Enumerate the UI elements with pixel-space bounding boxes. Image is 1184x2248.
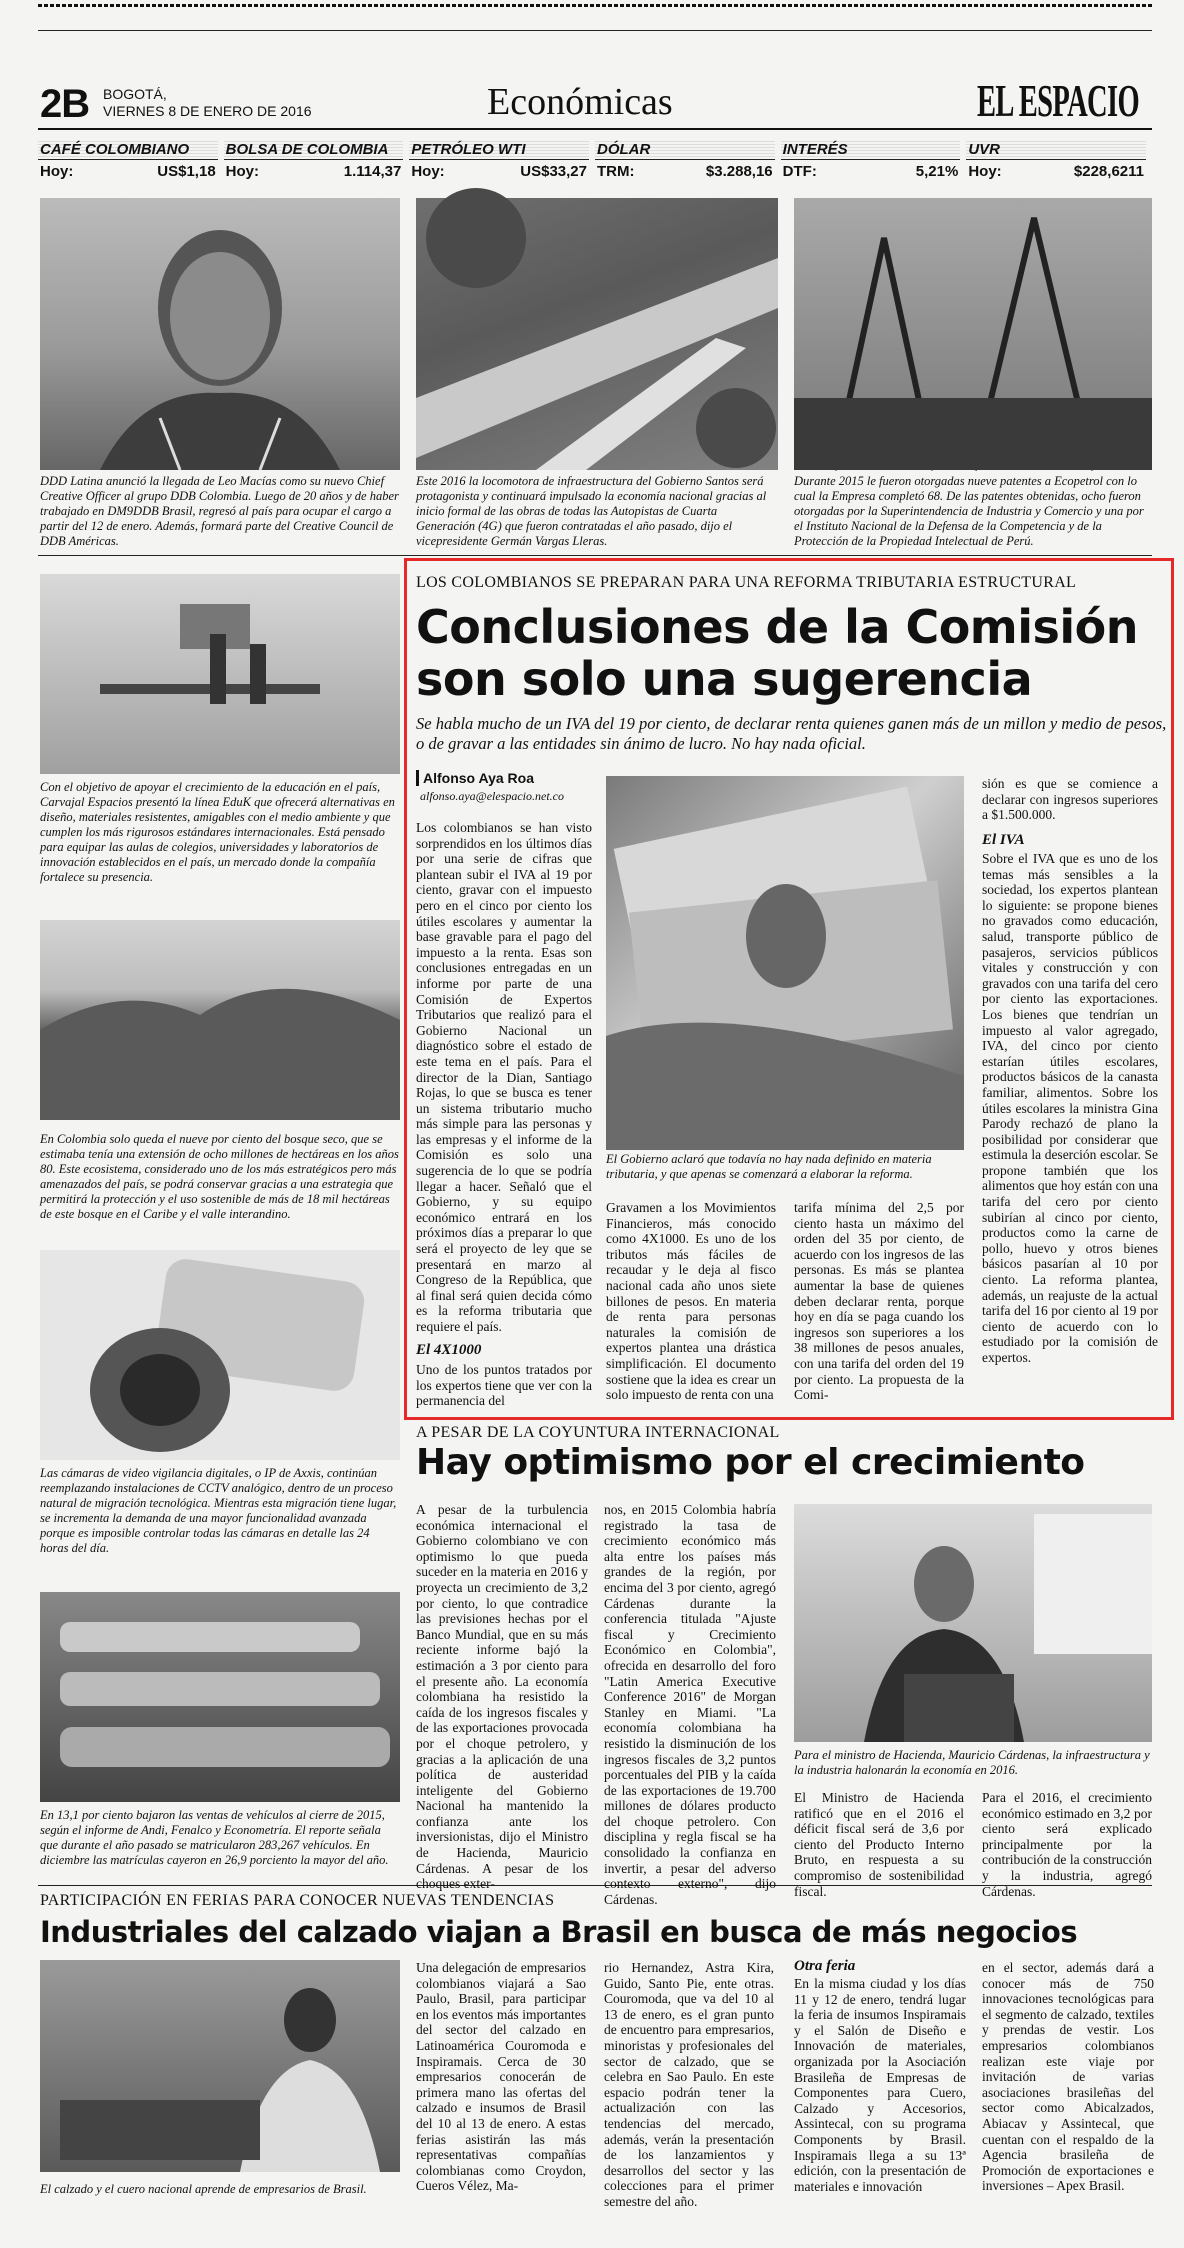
ticker-label: DTF: [782,163,817,180]
highway-image [416,198,778,470]
photo-forest [40,920,400,1120]
main-col2-text: Gravamen a los Movimientos Financieros, más conocido como 4X1000. Es uno de los tributos más fáciles de recaudar y le deja al fisco nacional cada año unos siete billones de pesos. En materia de renta para personas naturales la comisión de expertos plantea una drástica simplificación. El documento sostiene que la idea es crear un solo impuesto de renta con una [606,1200,776,1403]
story3-col3-text: En la misma ciudad y los días 11 y 12 de enero, tendrá lugar la feria de insumos Inspiramais y el Salón de Diseño e Innovación de materiales, organizada por la Asociación Brasileña de Empresas de Componentes para Cuero, Calzado y Accesorios, Assintecal, con su programa Components by Brasil. Inspiramais llega a su 13ª edición, con la presentación de materiales e innovación [794,1976,966,2194]
main-col1b [416,1362,592,1410]
story3-col3 [794,1976,966,2208]
shoe-factory-image [40,1960,400,2172]
caption-forest: En Colombia solo queda el nueve por ciento del bosque seco, que se estimaba tenía una extensión de ocho millones de hectáreas en los años 80. Este ecosistema, considerado uno de los más estratégicos pero más amenazados del país, se podrá conservar gracias a una estrategia que permitirá la protección y el uso sostenible de más de 18 mil hectáreas de este bosque en el Caribe y el valle interandino. [40,1132,399,1221]
story2-col1-text: A pesar de la turbulencia económica internacional el Gobierno colombiano ve con optimismo lo que pueda suceder en la materia en 2016 y proyecta un crecimiento de 3,2 por ciento, lo que contradice las previsiones hechas por el Banco Mundial, que en su más reciente informe bajó la estimación a 3 por ciento para el presente año. La economía colombiana ha resistido la caída de los ingresos fiscales y de las exportaciones provocada por el choque petrolero, y gracias a la aplicación de una política de austeridad inteligente del Gobierno Nacional ha mantenido la confianza ante los inversionistas, dijo el Ministro de Hacienda, Mauricio Cárdenas. A pesar de los choques exter- [416,1502,588,1892]
ticker-row [224,160,404,183]
main-col4a-text: sión es que se comience a declarar con ingresos superiores a $1.500.000. [982,776,1158,823]
minister-image [794,1504,1152,1742]
ticker-cell [224,140,404,190]
story2-col1 [416,1502,588,1892]
main-col4 [982,851,1158,1411]
main-headline: Conclusiones de la Comisión son solo una sugerencia [416,600,1139,706]
photo-cars [40,1592,400,1802]
masthead-city: BOGOTÁ, [103,86,167,102]
page-number: 2B [40,82,90,126]
ticker-name: INTERÉS [781,140,961,160]
caption-highway: Este 2016 la locomotora de infraestructura del Gobierno Santos será protagonista y continuará impulsado la economía nacional gracias al inicio formal de las obras de todas las Autopistas de Cuarta Generación (4G) que fueron contratadas el año pasado, dijo el vicepresidente Germán Vargas Lleras. [416,474,767,548]
caption-cars: En 13,1 por ciento bajaron las ventas de vehículos al cierre de 2015, según el informe de Andi, Fenalco y Econometría. El reporte señala que durante el año pasado se matricularon 283,267 vehículos. En diciembre las matrículas cayeron en 26,9 porciento la mayor del año. [40,1808,389,1867]
caption-money: El Gobierno aclaró que todavía no hay nada definido en materia tributaria, y que apenas se comenzará a elaborar la reforma. [606,1152,932,1181]
ticker-cell [409,140,589,190]
story3-col3-sub: Otra feria [794,1958,856,1974]
ticker-row [781,160,961,183]
top-rule [38,30,1152,31]
byline: Alfonso Aya Roa [416,770,534,786]
ticker-name: BOLSA DE COLOMBIA [224,140,404,160]
caption-leo-macias: DDD Latina anunció la llegada de Leo Macías como su nuevo Chief Creative Officer al grupo DDB Colombia. Luego de 20 años y de haber trabajado en DM9DDB Brasil, regresó al país para ocupar el cargo a partir del 12 de enero. Además, formará parte del Creative Council de DDB Américas. [40,474,399,548]
caption-classroom: Con el objetivo de apoyar el crecimiento de la educación en el país, Carvajal Espacios presentó la línea EduK que ofrecerá alternativas en diseño, materiales resistentes, amigables con el medio ambiente y que cumplen los más rigurosos estándares internacionales. Está pensado para equipar las aulas de colegios, universidades y laboratorios de innovación establecidos en el país, un mercado donde la compañía fortalece su presencia. [40,780,395,884]
top-section-rule [38,555,1152,556]
story3-col4 [982,1960,1154,2208]
photo-oil-rigs [794,198,1152,470]
section-title: Económicas [487,81,673,123]
ticker-value: US$33,27 [520,163,587,180]
story3-col1-text: Una delegación de empresarios colombianos viajará a Sao Paulo, Brasil, para participar en los eventos más importantes del sector del calzado en Latinoamérica Couromoda e Inspiramais. Cerca de 30 empresarios conocerán de primera mano las ofertas del calzado e insumos de Brasil del 10 al 13 de enero. A estas ferias asistirán las más representativas compañías colombianas como Croydon, Cueros Vélez, Ma- [416,1960,586,2194]
top-border [38,4,1152,7]
ticker-value: 5,21% [915,163,959,180]
ticker-row [409,160,589,183]
ticker-name: CAFÉ COLOMBIANO [38,140,218,160]
ticker-label: Hoy: [225,163,259,180]
main-col2 [606,1200,776,1412]
main-kicker: LOS COLOMBIANOS SE PREPARAN PARA UNA REFORMA TRIBUTARIA ESTRUCTURAL [416,574,1077,591]
story2-headline: Hay optimismo por el crecimiento [416,1442,1085,1483]
ticker-name: UVR [966,140,1146,160]
caption-oil-rigs: Durante 2015 le fueron otorgadas nueve patentes a Ecopetrol con lo cual la Empresa completó 68. De las patentes obtenidas, ocho fueron otorgadas por la Superintendencia de Industria y Comercio y una por el Instituto Nacional de la Defensa de la Competencia y de la Protección de la Propiedad Intelectual de Perú. [794,474,1144,548]
story2-col3 [794,1790,964,1899]
main-col3 [794,1200,964,1412]
story3-headline: Industriales del calzado viajan a Brasil en busca de más negocios [40,1915,1078,1949]
ticker-label: Hoy: [40,163,74,180]
cars-image [40,1592,400,1802]
story2-col4-text: Para el 2016, el crecimiento económico estimado en 3,2 por ciento será explicado principalmente por la contribución de la construcción y la industria, agregó Cárdenas. [982,1790,1152,1899]
byline-email: alfonso.aya@elespacio.net.co [420,789,565,803]
story3-col1 [416,1960,586,2208]
caption-camera: Las cámaras de video vigilancia digitales, o IP de Axxis, continúan reemplazando instalaciones de CCTV analógico, dentro de un proceso natural de migración tecnológica. Mientras esta migración tiene lugar, se incrementa la demanda de una mayor funcionalidad avanzada porque es imposible controlar todas las cámaras en detalle las 24 horas del día. [40,1466,397,1555]
ticker-cell [595,140,775,190]
ticker-row [595,160,775,183]
ticker-name: PETRÓLEO WTI [409,140,589,160]
story2-kicker: A PESAR DE LA COYUNTURA INTERNACIONAL [416,1424,780,1441]
photo-shoes [40,1960,400,2172]
main-col3-text: tarifa mínima del 2,5 por ciento hasta un máximo del orden del 35 por ciento, de acuerdo con los ingresos de las personas. Es más se plantea aumentar la base de quienes deben declarar renta, porque hoy en día se paga cuando los ingresos son superiores a los 38 millones de pesos anuales, con una tarifa del orden del 19 por ciento. La propuesta de la Comi- [794,1200,964,1403]
main-col1b-text: Uno de los puntos tratados por los expertos tiene que ver con la permanencia del [416,1362,592,1409]
ticker-value: $3.288,16 [705,163,773,180]
classroom-image [40,574,400,774]
security-camera-image [40,1250,400,1460]
ticker-bar [38,140,1152,190]
story3-kicker: PARTICIPACIÓN EN FERIAS PARA CONOCER NUEVAS TENDENCIAS [40,1892,555,1909]
ticker-value: 1.114,37 [343,163,402,180]
main-col1-sub: El 4X1000 [416,1342,482,1358]
masthead-rule [38,128,1152,130]
main-col4a [982,776,1158,822]
photo-minister [794,1504,1152,1742]
caption-shoes: El calzado y el cuero nacional aprende de empresarios de Brasil. [40,2182,367,2196]
ticker-value: US$1,18 [157,163,216,180]
photo-leo-macias [40,198,400,470]
story2-col2-text: nos, en 2015 Colombia habría registrado la tasa de crecimiento económico más alta entre los países más grandes de la región, por encima del 3 por ciento, agregó Cárdenas durante la conferencia titulada "Ajuste fiscal y Crecimiento Económico en Colombia", ofrecida en desarrollo del foro "Latin America Executive Conference 2016" de Morgan Stanley en Miami. "La economía colombiana ha resistido la disminución de los ingresos fiscales de 3,2 puntos porcentuales del PIB y la caída de las exportaciones de 19.700 millones de dólares producto del choque petrolero. Con disciplina y regla fiscal se ha consolidado la confianza en invertir, a pesar del adverso contexto externo", dijo Cárdenas. [604,1502,776,1907]
ticker-cell [781,140,961,190]
newspaper-logo: EL ESPACIO [977,75,1140,126]
caption-minister: Para el ministro de Hacienda, Mauricio Cárdenas, la infraestructura y la industria halonarán la economía en 2016. [794,1748,1150,1777]
ticker-row [966,160,1146,183]
portrait-image [40,198,400,470]
main-col1 [416,820,592,1340]
photo-camera [40,1250,400,1460]
main-col4-sub: El IVA [982,832,1025,848]
story3-col4-text: en el sector, además dará a conocer más de 750 innovaciones tecnológicas para el segmento de calzado, textiles y prendas de vestir. Los empresarios colombianos realizan este viaje por invitación de varias asociaciones brasileñas del sector como Abicalzados, Abiacav y Assintecal, que cuentan con el respaldo de la Agencia brasileña de Promoción de exportaciones e inversiones – Apex Brasil. [982,1960,1154,2194]
main-col1-text: Los colombianos se han visto sorprendidos en los últimos días por una serie de cifras que plantean subir el IVA al 19 por ciento, gravar con el impuesto pero en el cinco por ciento los útiles escolares y aumentar la base gravable para el pago del impuesto a la renta. Esas son conclusiones entregadas en un informe por parte de una Comisión de Expertos Tributarios que realizó para el Gobierno Nacional un diagnóstico sobre el estado de este tema en el país. Para el director de la Dian, Santiago Rojas, lo que se busca es tener un sistema tributario mucho más simple para las personas y las empresas y el informe de la Comisión es solo una sugerencia de lo que se podría llegar a hacer. Señaló que el Gobierno, y su equipo económico entrará en los próximos días a preparar lo que será el proyecto de ley que se presentará en marzo al Congreso de la República, que al final será quien decida cómo es la reforma tributaria que requiere el país. [416,820,592,1334]
masthead-date: VIERNES 8 DE ENERO DE 2016 [103,103,312,119]
ticker-label: Hoy: [968,163,1002,180]
story3-col2-text: rio Hernandez, Astra Kira, Guido, Santo Pie, ente otras. Couromoda, que va del 10 al 13 de enero, es el gran punto de encuentro para empresarios, minoristas y profesionales del sector de calzado, que se celebra en Sao Paulo. En este espacio podrán tener la actualización con las tendencias del mercado, además, verán la presentación de los lanzamientos y desarrollos del sector y las colecciones para el primer semestre del año. [604,1960,774,2209]
ticker-label: TRM: [597,163,635,180]
story3-col2 [604,1960,774,2208]
ticker-name: DÓLAR [595,140,775,160]
story2-col3-text: El Ministro de Hacienda ratificó que en el 2016 el déficit fiscal será de 3,6 por ciento del Producto Interno Bruto, en respuesta a su compromiso de sostenibilidad fiscal. [794,1790,964,1899]
forest-image [40,920,400,1120]
photo-highway [416,198,778,470]
photo-money [606,776,964,1150]
ticker-label: Hoy: [411,163,445,180]
photo-classroom [40,574,400,774]
ticker-cell [38,140,218,190]
story2-col4 [982,1790,1152,1899]
oil-rig-image [794,198,1152,470]
main-col4-text: Sobre el IVA que es uno de los temas más sensibles a la sociedad, los expertos plantean lo siguiente: se propone bienes no gravados como educación, salud, transporte público de pasajeros, servicios públicos vitales y construcción y con gravados con una tarifa del cero por ciento las exportaciones. Los bienes que tendrían un impuesto al valor agregado, IVA, del cinco por ciento estarían útiles escolares, productos básicos de la canasta familiar, alimentos. Sobre los útiles escolares la ministra Gina Parody rechazó de plano la posibilidad por considerar que estimula la deserción escolar. Se propone también que los alimentos que hoy están con una tarifa del cero por ciento subirían al cinco por ciento, productos como la carne de pollo, huevo y otros bienes básicos pasarían al 10 por ciento. La reforma plantea, además, un reajuste de la actual tarifa del 16 por ciento al 19 por ciento de acuerdo con lo estudiado por la comisión de expertos. [982,851,1158,1365]
ticker-cell [966,140,1146,190]
ticker-value: $228,6211 [1073,163,1144,180]
ticker-row [38,160,218,183]
story2-col2 [604,1502,776,1907]
main-subhead: Se habla mucho de un IVA del 19 por ciento, de declarar renta quienes ganen más de un millon y medio de pesos, o de gravar a las entidades sin ánimo de lucro. No hay nada oficial. [416,714,1167,753]
banknotes-image [606,776,964,1150]
